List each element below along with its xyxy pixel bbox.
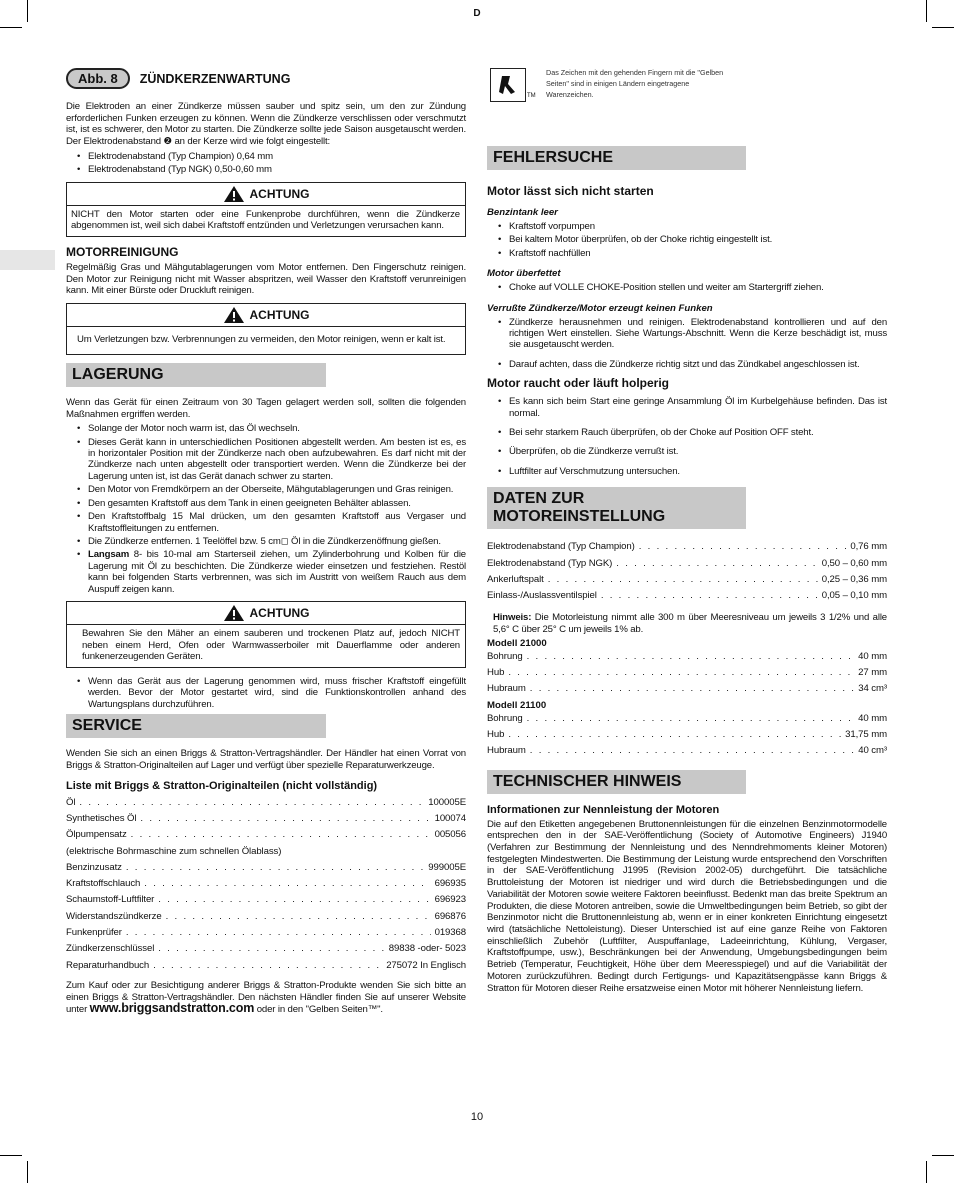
parts-list-title: Liste mit Briggs & Stratton-Originalteilen (nicht vollständig) [66,779,378,792]
engine-data-row-value: 0,50 – 0,60 mm [821,557,887,569]
warning-icon [223,604,245,622]
model-spec-row-value: 31,75 mm [845,729,887,741]
warning-title: ACHTUNG [249,186,310,201]
engine-data-table [487,539,887,604]
list-item: • Darauf achten, dass die Zündkerze richtig sitzt und das Zündkabel angeschlossen ist. [487,359,887,370]
service-closing [66,980,466,1016]
list-item: • Dieses Gerät kann in unterschiedlichen Positionen abgestellt werden. Am besten ist es, es in horizontaler Position mit der Zündkerze nach oben aufzubewahren. Es darf nicht mit der Zündkerze nach unten abgestellt oder transportiert werden. Wenn die Zündkerze bei der Lagerung unten ist, ist das Gerät danach schwer zu starten. [66,437,466,483]
part-row-value: 100005E [428,796,466,808]
list-item: • Elektrodenabstand (Typ Champion) 0,64 mm [66,151,466,162]
warning-header [67,183,465,206]
model-spec-row [487,681,887,697]
figure-badge: Abb. 8 [66,68,130,89]
engine-data-row-label: Einlass-/Auslassventilspiel [487,590,597,602]
model-specs [487,638,887,760]
part-row-value: 275072 In Englisch [386,959,466,971]
dot-leader [527,711,855,727]
part-row-label: Reparaturhandbuch [66,959,150,971]
dot-leader [527,649,855,665]
part-row-label: (elektrische Bohrmaschine zum schnellen Ölablass) [66,845,282,857]
section-title-service: SERVICE [66,714,326,738]
service-closing-text: Zum Kauf oder zur Besichtigung anderer Briggs & Stratton-Produkte wenden Sie sich bitte an einen Briggs & Stratton-Vertragshändler. Den nächsten Händler finden Sie auf unserer Website unter [66,979,466,1016]
engine-data-row-value: 0,76 mm [850,541,887,553]
part-row-label: Kraftstoffschlauch [66,878,141,890]
engine-data-row [487,588,887,604]
list-item: • Überprüfen, ob die Zündkerze verrußt ist. [487,446,887,457]
dot-leader [601,588,818,604]
list-item: • Den Kraftstoffbalg 15 Mal drücken, um den gesamten Kraftstoff aus Vergaser und Kraftstoffleitungen zu entfernen. [66,511,466,534]
lagerung-intro: Wenn das Gerät für einen Zeitraum von 30 Tagen gelagert werden soll, sollten die folgenden Maßnahmen ergriffen werden. [66,396,466,420]
trouble-subheading: Benzintank leer [487,207,558,218]
warning-title: ACHTUNG [249,605,310,620]
engine-data-row [487,539,887,555]
part-row-label: Synthetisches Öl [66,812,137,824]
section-title-fehlersuche: FEHLERSUCHE [487,146,746,170]
spark-gap-list [66,151,466,176]
model-spec-row-label: Hub [487,667,505,679]
part-row [66,844,466,860]
model-spec-row [487,711,887,727]
dot-leader [508,727,841,743]
model-spec-row-value: 27 mm [858,667,887,679]
page-number: 10 [470,1111,484,1123]
part-row-value: 89838 -oder- 5023 [388,943,466,955]
warning-header [67,602,465,625]
part-row [66,876,466,892]
section-title-daten: DATEN ZUR MOTOREINSTELLUNG [487,487,746,529]
motor-clean-paragraph: Regelmäßig Gras und Mähgutablagerungen vom Motor entfernen. Den Fingerschutz reinigen. Den Motor zur Reinigung nicht mit Wasser abspritzen, weil Wasser den Kraftstoff verunreinigen kann. Mit einer Bürste oder Druckluft reinigen. [66,262,466,297]
crop-mark [0,1155,22,1156]
lagerung-list [66,423,466,595]
engine-data-row-label: Elektrodenabstand (Typ Champion) [487,541,635,553]
dot-leader [616,556,817,572]
warning-icon [223,185,245,203]
website-link[interactable]: www.briggsandstratton.com [89,1001,255,1016]
model-spec-row-value: 34 cm³ [858,683,887,695]
part-row-label: Widerstandszündkerze [66,910,162,922]
dot-leader [530,681,855,697]
list-item: • Kraftstoff nachfüllen [487,248,887,259]
list-item: • Solange der Motor noch warm ist, das Öl wechseln. [66,423,466,434]
figure-heading [66,68,466,89]
trouble-heading-smoke: Motor raucht oder läuft holperig [487,376,669,391]
engine-data-row-label: Ankerluftspalt [487,573,544,585]
warning-box [66,601,466,668]
crop-mark [27,1161,28,1183]
model-spec-row-value: 40 mm [858,712,887,724]
walking-fingers-icon [490,68,526,102]
dot-leader [508,665,854,681]
service-closing-text-end: oder in den "Gelben Seiten™". [254,1004,383,1016]
trouble-list [487,282,887,293]
list-item: • Elektrodenabstand (Typ NGK) 0,50-0,60 mm [66,164,466,175]
part-row [66,892,466,908]
part-row-value: 019368 [434,927,466,939]
dot-leader [530,743,855,759]
part-row-label: Funkenprüfer [66,927,122,939]
section-title-motor-clean: MOTORREINIGUNG [66,245,179,260]
part-row-value: 696923 [434,894,466,906]
service-intro: Wenden Sie sich an einen Briggs & Stratton-Vertragshändler. Der Händler hat einen Vorrat von Briggs & Stratton-Originalteilen auf Lager und verfügt über spezielle Reparaturwerkzeuge. [66,748,466,771]
dot-leader [639,539,847,555]
warning-text: NICHT den Motor starten oder eine Funkenprobe durchführen, wenn die Zündkerze abgenommen ist, weil sich dabei Kraftstoff entzünden und Verletzungen verursachen kann. [71,208,460,232]
list-item: • Die Zündkerze entfernen. 1 Teelöffel bzw. 5 cm◻ Öl in die Zündkerzenöffnung gießen. [66,536,466,547]
list-item: • Bei kaltem Motor überprüfen, ob der Choke richtig eingestellt ist. [487,234,887,245]
part-row-label: Benzinzusatz [66,861,122,873]
language-tab [0,250,55,270]
part-row [66,958,466,974]
part-row-value: 005056 [434,829,466,841]
crop-mark [0,27,22,28]
part-row [66,925,466,941]
dot-leader [158,941,385,957]
part-row-label: Öl [66,796,76,808]
trouble-list [487,317,887,371]
language-marker: D [473,8,481,19]
warning-header [67,304,465,327]
spark-paragraph: Die Elektroden an einer Zündkerze müssen sauber und spitz sein, um den zur Zündung erforderlichen Funken erzeugen zu können. Wenn die Zündkerze verschlissen oder verschmutzt ist, ist es schwerer, den Motor zu starten. Die Zündkerze sollte jede Saison ausgetauscht werden. Der Elektrodenabstand ❷ an der Kerze wird wie folgt eingestellt: [66,101,466,148]
part-row [66,909,466,925]
list-item: • Zündkerze herausnehmen und reinigen. Elektrodenabstand kontrollieren und auf den richtigen Wert einstellen. Siehe Wartungs-Abschnitt. Wenn die Kerze beschädigt ist, muss sie ausgetauscht werden. [487,317,887,351]
model-spec-row-label: Hubraum [487,683,526,695]
engine-data-row-value: 0,25 – 0,36 mm [821,573,887,585]
warning-box [66,303,466,355]
trouble-list [487,221,887,259]
model-spec-row [487,727,887,743]
right-column [487,68,887,994]
trademark-mark: TM [527,93,536,99]
storage-exit-list [66,676,466,710]
warning-text: Um Verletzungen bzw. Verbrennungen zu vermeiden, den Motor reinigen, wenn er kalt ist. [77,334,446,346]
trouble-heading-start: Motor lässt sich nicht starten [487,184,654,198]
warning-title: ACHTUNG [249,308,310,323]
section-title-lagerung: LAGERUNG [66,363,326,387]
model-spec-row-label: Bohrung [487,650,523,662]
trouble-subheading: Verrußte Zündkerze/Motor erzeugt keinen Funken [487,302,713,314]
engine-data-row-value: 0,05 – 0,10 mm [821,590,887,602]
part-row [66,811,466,827]
engine-data-row [487,556,887,572]
model-spec-row [487,649,887,665]
part-row-value: 696935 [434,878,466,890]
engine-data-row-label: Elektrodenabstand (Typ NGK) [487,557,613,569]
dot-leader [126,925,431,941]
model-spec-row-value: 40 cm³ [858,745,887,757]
trademark-text: Das Zeichen mit den gehenden Fingern mit die "Gelben Seiten" sind in einigen Ländern eingetragene Warenzeichen. [546,68,724,99]
dot-leader [548,572,818,588]
crop-mark [932,1155,954,1156]
trouble-subheading: Motor überfettet [487,268,561,280]
warning-text: Bewahren Sie den Mäher an einem sauberen und trockenen Platz auf, jedoch NICHT neben einem Herd, Ofen oder Warmwasserboiler mit Dauerflamme oder anderen funkenerzeugenden Geräten. [82,627,460,663]
warning-icon [223,306,245,324]
model-spec-row-label: Bohrung [487,712,523,724]
note-text: Die Motorleistung nimmt alle 300 m über Meeresniveau um jeweils 3 1/2% und alle 5,6° C über 25° C um jeweils 1% ab. [493,612,887,636]
warning-box [66,182,466,237]
list-item: • Bei sehr starkem Rauch überprüfen, ob der Choke auf Position OFF steht. [487,427,887,438]
engine-data-row [487,572,887,588]
part-row-value: 696876 [434,910,466,922]
part-row [66,827,466,843]
part-row-label: Zündkerzenschlüssel [66,943,155,955]
model-spec-row [487,665,887,681]
part-row-label: Ölpumpensatz [66,829,127,841]
list-item: • Choke auf VOLLE CHOKE-Position stellen und weiter am Startergriff ziehen. [487,282,887,293]
model-spec-row-label: Hub [487,729,505,741]
note-label: Hinweis: [493,612,532,624]
list-item: • Luftfilter auf Verschmutzung untersuchen. [487,466,887,477]
technical-subheading: Informationen zur Nennleistung der Motoren [487,803,720,816]
model-name: Modell 21000 [487,637,547,649]
part-row [66,795,466,811]
trademark-note [487,68,887,102]
section-title-spark: ZÜNDKERZENWARTUNG [139,71,291,86]
part-row-value: 999005E [428,861,466,873]
model-spec-row [487,743,887,759]
technical-paragraph: Die auf den Etiketten angegebenen Bruttonennleistungen für die einzelnen Benzinmotormodelle entsprechen den in der SAE-Veröffentlichung (Society of Automotive Engineers) J1940 (Verfahren zur Bestimmung der Nennleistung und des Nenndrehmoments kleiner Motoren) festgelegten Mindestwerten. Die Bestimmung der Leistung wurde entsprechend den Vorschriften in der SAE-Veröffentlichung J1995 (Revision 2002-05) durchgeführt. Die tatsächliche Bruttoleistung der Motoren ist niedriger und wird durch die Betriebsbedingungen und die Variabilität der Motoren sowie weitere Faktoren beeinflusst. Bedenkt man das breite Spektrum an Produkten, die diese Motoren antreiben, sowie die Umweltbedingungen beim Betrieb, so gibt der Benzinmotor nicht die Bruttonennleistung ab, wenn er in einer konkreten Einrichtung eingesetzt wird (tatsächliche Nettoleistung). Dieser Unterschied ist auf eine ganze Reihe von Faktoren einschließlich Zubehör (Luftfilter, Auspuffanlage, Ladeeinrichtung, Kühlung, Vergaser, Kraftstoffpumpe, usw.), Beschränkungen bei der Anwendung, Umgebungsbedingungen beim Betrieb (Temperatur, Feuchtigkeit, Höhe über dem Meeresspiegel) und auf die Variabilität der Motoren zurückzuführen. Bedingt durch Fertigungs- und Kapazitätsengpässe kann Briggs & Stratton für Motoren dieser Reihe ersatzweise einen Motor mit höherer Nennleistung liefern. [487,818,887,994]
altitude-note [493,612,887,635]
list-item [66,549,466,595]
list-item: • Kraftstoff vorpumpen [487,221,887,232]
model-spec-row-value: 40 mm [858,650,887,662]
dot-leader [158,892,430,908]
emphasis: Langsam [88,549,130,561]
trouble-list [487,396,887,477]
parts-list [66,795,466,974]
dot-leader [126,860,424,876]
part-row-label: Schaumstoff-Luftfilter [66,894,155,906]
list-item: • Es kann sich beim Start eine geringe Ansammlung Öl im Kurbelgehäuse befinden. Das ist normal. [487,396,887,419]
model-name: Modell 21100 [487,699,547,711]
list-item: • Wenn das Gerät aus der Lagerung genommen wird, muss frischer Kraftstoff eingefüllt werden. Bevor der Motor gestartet wird, sind die Funktionskontrollen anhand des Wartungsplans durchzuführen. [66,676,466,710]
dot-leader [79,795,424,811]
part-row [66,860,466,876]
section-title-technik: TECHNISCHER HINWEIS [487,770,746,794]
left-column [66,68,466,1016]
crop-mark [926,1161,927,1183]
dot-leader [153,958,382,974]
model-spec-row-label: Hubraum [487,745,526,757]
part-row [66,941,466,957]
dot-leader [144,876,430,892]
dot-leader [131,827,431,843]
dot-leader [166,909,431,925]
dot-leader [140,811,430,827]
list-item-text: 8- bis 10-mal am Starterseil ziehen, um Zylinderbohrung und Kolben für die Lagerung mit Öl zu beschichten. Die Zündkerze wieder einsetzen und festziehen. Restöl kann bei folgenden Starts verbrennen, was sich im Austritt von weißem Rauch aus dem Auspuff zeigen kann. [88,549,466,595]
list-item: • Den Motor von Fremdkörpern an der Oberseite, Mähgutablagerungen und Gras reinigen. [66,484,466,495]
list-item: • Den gesamten Kraftstoff aus dem Tank in einen geeigneten Behälter ablassen. [66,498,466,509]
crop-mark [932,27,954,28]
part-row-value: 100074 [434,812,466,824]
